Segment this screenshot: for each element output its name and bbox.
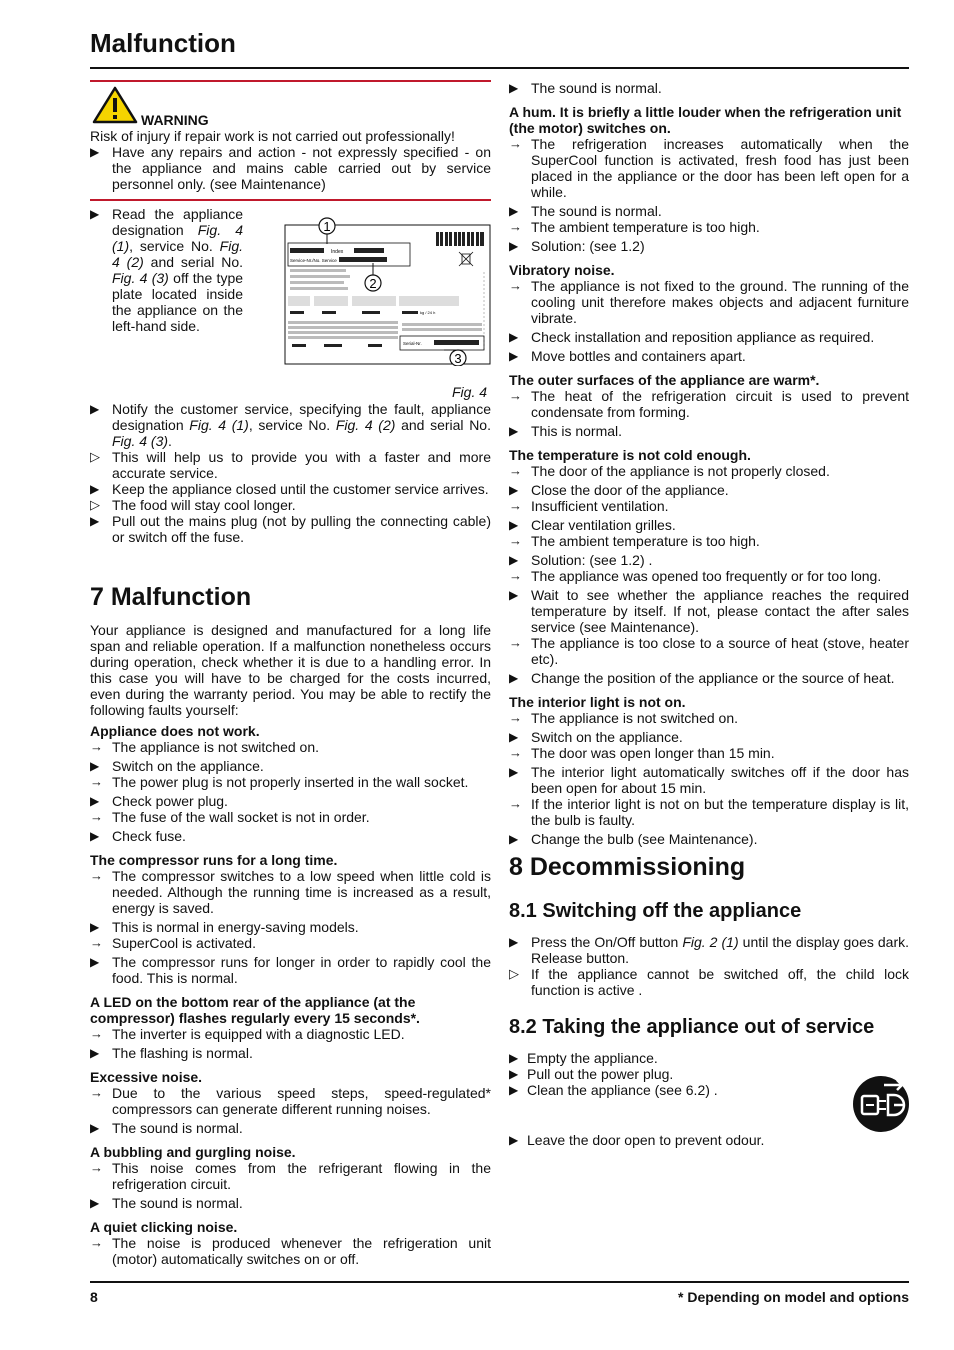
action-marker-icon: ▶ xyxy=(509,765,519,779)
section-7-intro: Your appliance is designed and manufactured for a long life span and reliable operation. If a malfunction nonetheless occurs during operation, check whether it is due to a handling error. In this case you will have to be charged for the costs incurred, even during the warranty period. You may be able to rectify the following faults yourself: xyxy=(90,622,491,718)
action-marker-icon: ▶ xyxy=(509,730,519,744)
cause-item: → The refrigeration increases automatically when the SuperCool function is activated, fresh food has just been placed in the appliance or the door has been left open for a while. xyxy=(509,136,909,200)
fault-heading: A bubbling and gurgling noise. xyxy=(90,1144,296,1160)
callout-2: 2 xyxy=(369,276,377,291)
action-marker-icon: ▶ xyxy=(509,483,519,497)
warning-icon xyxy=(92,86,138,127)
action-marker-icon: ▶ xyxy=(90,402,100,416)
clean-step: ▶ Clean the appliance (see 6.2) . xyxy=(509,1082,718,1098)
remedy-item: ▶ Switch on the appliance. xyxy=(90,758,264,774)
arrow-right-icon: → xyxy=(90,1085,103,1100)
fault-heading: Appliance does not work. xyxy=(90,723,260,739)
fault-heading: A LED on the bottom rear of the appliance (at the compressor) flashes regularly every 15 seconds*. xyxy=(90,994,420,1026)
action-marker-icon: ▶ xyxy=(509,935,519,949)
cause-item: → The heat of the refrigeration circuit is used to prevent condensate from forming. xyxy=(509,388,909,420)
cause-item: → The fuse of the wall socket is not in order. xyxy=(90,809,370,825)
fault-heading: The outer surfaces of the appliance are warm*. xyxy=(509,372,820,388)
arrow-right-icon: → xyxy=(509,533,522,548)
cause-item: → This noise comes from the refrigerant flowing in the refrigeration circuit. xyxy=(90,1160,491,1192)
action-marker-icon: ▶ xyxy=(90,482,100,496)
pull-out-step: ▶ Pull out the mains plug (not by pulling the connecting cable) or switch off the fuse. xyxy=(90,513,491,545)
remedy-item: ▶ Solution: (see 1.2) . xyxy=(509,552,653,568)
cause-item: → The appliance is not fixed to the ground. The running of the cooling unit therefore makes objects and adjacent furniture vibrate. xyxy=(509,278,909,326)
out-of-service-steps xyxy=(509,1050,829,1148)
press-button-step: ▶ Press the On/Off button Fig. 2 (1) until the display goes dark. Release button. xyxy=(509,934,910,966)
remedy-item: ▶ Switch on the appliance. xyxy=(509,729,683,745)
fault-heading: The compressor runs for a long time. xyxy=(90,852,338,868)
remedy-item: ▶ Check installation and reposition appliance as required. xyxy=(509,329,875,345)
arrow-right-icon: → xyxy=(90,1235,103,1250)
result-marker-icon: ▷ xyxy=(90,497,100,512)
arrow-right-icon: → xyxy=(90,1160,103,1175)
action-marker-icon: ▶ xyxy=(90,1196,100,1210)
cause-item: → Due to the various speed steps, speed-regulated* compressors can generate different running noises. xyxy=(90,1085,491,1117)
action-marker-icon: ▶ xyxy=(509,330,519,344)
cause-item: → The appliance is not switched on. xyxy=(509,710,739,726)
cause-item: → The door was open longer than 15 min. xyxy=(509,745,775,761)
warning-bottom-rule xyxy=(90,199,491,201)
cool-result: ▷ The food will stay cool longer. xyxy=(90,497,296,513)
remedy-item: ▶ Clear ventilation grilles. xyxy=(509,517,676,533)
malfunction-list-left xyxy=(90,723,491,1267)
cause-item: → The appliance is too close to a source of heat (stove, heater etc). xyxy=(509,635,909,667)
action-marker-icon: ▶ xyxy=(90,207,100,221)
remedy-item: ▶ Wait to see whether the appliance reaches the required temperature by itself. If not, please contact the after sales service (see Maintenance). xyxy=(509,587,909,635)
section-7-title: 7 Malfunction xyxy=(90,583,252,611)
plug-disconnect-icon xyxy=(852,1075,910,1136)
type-plate-figure xyxy=(284,212,492,369)
unplug-step: ▶ Pull out the power plug. xyxy=(509,1066,674,1082)
arrow-right-icon: → xyxy=(509,568,522,583)
remedy-item: ▶ The sound is normal. xyxy=(90,1120,243,1136)
cause-item: → The ambient temperature is too high. xyxy=(509,533,760,549)
action-marker-icon: ▶ xyxy=(509,1051,519,1065)
action-marker-icon: ▶ xyxy=(509,349,519,363)
warning-body xyxy=(90,128,491,192)
notify-step: ▶ Notify the customer service, specifying the fault, appliance designation Fig. 4 (1), service No. Fig. 4 (2) and serial No. Fig. 4 (3). xyxy=(90,401,491,449)
arrow-right-icon: → xyxy=(90,1026,103,1041)
action-marker-icon: ▶ xyxy=(90,514,100,528)
action-marker-icon: ▶ xyxy=(509,832,519,846)
arrow-right-icon: → xyxy=(90,868,103,883)
cause-item: → If the interior light is not on but the temperature display is lit, the bulb is faulty. xyxy=(509,796,909,828)
cause-item: → The door of the appliance is not properly closed. xyxy=(509,463,830,479)
remedy-item: ▶ Check power plug. xyxy=(90,793,228,809)
read-nameplate-step: ▶ Read the appliance designation Fig. 4 (1), service No. Fig. 4 (2) and serial No. Fig. 4 (3) off the type plate located inside the appliance on the left-hand side. xyxy=(90,206,244,334)
action-marker-icon: ▶ xyxy=(90,145,100,159)
action-marker-icon: ▶ xyxy=(90,829,100,843)
action-marker-icon: ▶ xyxy=(509,81,519,95)
arrow-right-icon: → xyxy=(509,136,522,151)
action-marker-icon: ▶ xyxy=(509,588,519,602)
remedy-item: ▶ Check fuse. xyxy=(90,828,186,844)
warning-text: Risk of injury if repair work is not carried out professionally! xyxy=(90,128,455,144)
arrow-right-icon: → xyxy=(509,710,522,725)
cause-item: → The ambient temperature is too high. xyxy=(509,219,760,235)
cause-item: → The appliance was opened too frequently or for too long. xyxy=(509,568,882,584)
cause-item: → The noise is produced whenever the refrigeration unit (motor) automatically switches on or off. xyxy=(90,1235,491,1267)
section-8-1-title: 8.1 Switching off the appliance xyxy=(509,900,802,922)
action-marker-icon: ▶ xyxy=(90,1046,100,1060)
cause-item: → The compressor switches to a low speed when little cold is needed. Although the running time is increased as a result, energy is saved. xyxy=(90,868,491,916)
action-marker-icon: ▶ xyxy=(90,1121,100,1135)
remedy-item: ▶ The sound is normal. xyxy=(509,203,662,219)
plate-service-label: Service-Nr./No. Service xyxy=(290,258,337,263)
result-marker-icon: ▷ xyxy=(509,966,519,981)
malfunction-list-right xyxy=(509,80,909,847)
fault-heading: The interior light is not on. xyxy=(509,694,686,710)
remedy-item: ▶ Solution: (see 1.2) xyxy=(509,238,645,254)
cause-item: → The power plug is not properly inserted in the wall socket. xyxy=(90,774,469,790)
action-marker-icon: ▶ xyxy=(509,553,519,567)
callout-1: 1 xyxy=(323,219,331,234)
plate-index-label: Index xyxy=(331,249,344,255)
child-lock-result: ▷ If the appliance cannot be switched off, the child lock function is active . xyxy=(509,966,909,998)
remedy-item: ▶ The interior light automatically switches off if the door has been open for about 15 min. xyxy=(509,764,909,796)
action-marker-icon: ▶ xyxy=(90,920,100,934)
remedy-item: ▶ This is normal in energy-saving models. xyxy=(90,919,359,935)
remedy-item: ▶ Move bottles and containers apart. xyxy=(509,348,746,364)
action-marker-icon: ▶ xyxy=(90,759,100,773)
arrow-right-icon: → xyxy=(509,278,522,293)
action-marker-icon: ▶ xyxy=(509,518,519,532)
warning-top-rule xyxy=(90,80,491,82)
remedy-item: ▶ The sound is normal. xyxy=(509,80,662,96)
switch-off-steps xyxy=(509,934,909,998)
empty-step: ▶ Empty the appliance. xyxy=(509,1050,658,1066)
cause-item: → SuperCool is activated. xyxy=(90,935,256,951)
arrow-right-icon: → xyxy=(509,745,522,760)
action-marker-icon: ▶ xyxy=(509,204,519,218)
fault-heading: Excessive noise. xyxy=(90,1069,203,1085)
fault-heading: Vibratory noise. xyxy=(509,262,615,278)
remedy-item: ▶ The flashing is normal. xyxy=(90,1045,253,1061)
page-header-title: Malfunction xyxy=(90,28,236,58)
result-marker-icon: ▷ xyxy=(90,449,100,464)
cause-item: → The appliance is not switched on. xyxy=(90,739,320,755)
remedy-item: ▶ The compressor runs for longer in order to rapidly cool the food. This is normal. xyxy=(90,954,491,986)
arrow-right-icon: → xyxy=(90,809,103,824)
plate-serial-label: Serial-Nr. xyxy=(403,341,422,346)
customer-service-steps xyxy=(90,401,491,545)
action-marker-icon: ▶ xyxy=(509,1133,519,1147)
fault-heading: A quiet clicking noise. xyxy=(90,1219,238,1235)
remedy-item: ▶ This is normal. xyxy=(509,423,623,439)
arrow-right-icon: → xyxy=(509,498,522,513)
remedy-item: ▶ Close the door of the appliance. xyxy=(509,482,729,498)
arrow-right-icon: → xyxy=(509,463,522,478)
arrow-right-icon: → xyxy=(90,935,103,950)
fault-heading: A hum. It is briefly a little louder when the refrigeration unit (the motor) switches on. xyxy=(509,104,902,136)
section-8-2-title: 8.2 Taking the appliance out of service xyxy=(509,1016,875,1038)
action-marker-icon: ▶ xyxy=(509,671,519,685)
callout-3: 3 xyxy=(454,351,462,366)
plate-kg-label: kg / 24 h xyxy=(420,310,436,315)
remedy-item: ▶ The sound is normal. xyxy=(90,1195,243,1211)
keep-closed-step: ▶ Keep the appliance closed until the customer service arrives. xyxy=(90,481,489,497)
footer-rule xyxy=(90,1281,909,1283)
header-rule xyxy=(90,67,909,69)
action-marker-icon: ▶ xyxy=(509,1083,519,1097)
cause-item: → The inverter is equipped with a diagnostic LED. xyxy=(90,1026,405,1042)
action-marker-icon: ▶ xyxy=(90,955,100,969)
warning-action: ▶ Have any repairs and action - not expressly specified - on the appliance and mains cable carried out by service personnel only. (see Maintenance) xyxy=(90,144,491,192)
help-result: ▷ This will help us to provide you with a faster and more accurate service. xyxy=(90,449,491,481)
action-marker-icon: ▶ xyxy=(509,239,519,253)
arrow-right-icon: → xyxy=(509,219,522,234)
figure-caption: Fig. 4 xyxy=(452,384,488,400)
arrow-right-icon: → xyxy=(509,635,522,650)
page-number: 8 xyxy=(90,1289,98,1305)
arrow-right-icon: → xyxy=(509,388,522,403)
door-open-step: ▶ Leave the door open to prevent odour. xyxy=(509,1132,765,1148)
remedy-item: ▶ Change the bulb (see Maintenance). xyxy=(509,831,758,847)
warning-title: WARNING xyxy=(141,112,209,128)
arrow-right-icon: → xyxy=(90,739,103,754)
footer-note: * Depending on model and options xyxy=(678,1289,909,1305)
cause-item: → Insufficient ventilation. xyxy=(509,498,669,514)
action-marker-icon: ▶ xyxy=(509,424,519,438)
remedy-item: ▶ Change the position of the appliance or the source of heat. xyxy=(509,670,895,686)
section-8-title: 8 Decommissioning xyxy=(509,853,746,881)
arrow-right-icon: → xyxy=(90,774,103,789)
arrow-right-icon: → xyxy=(509,796,522,811)
fault-heading: The temperature is not cold enough. xyxy=(509,447,751,463)
action-marker-icon: ▶ xyxy=(90,794,100,808)
action-marker-icon: ▶ xyxy=(509,1067,519,1081)
